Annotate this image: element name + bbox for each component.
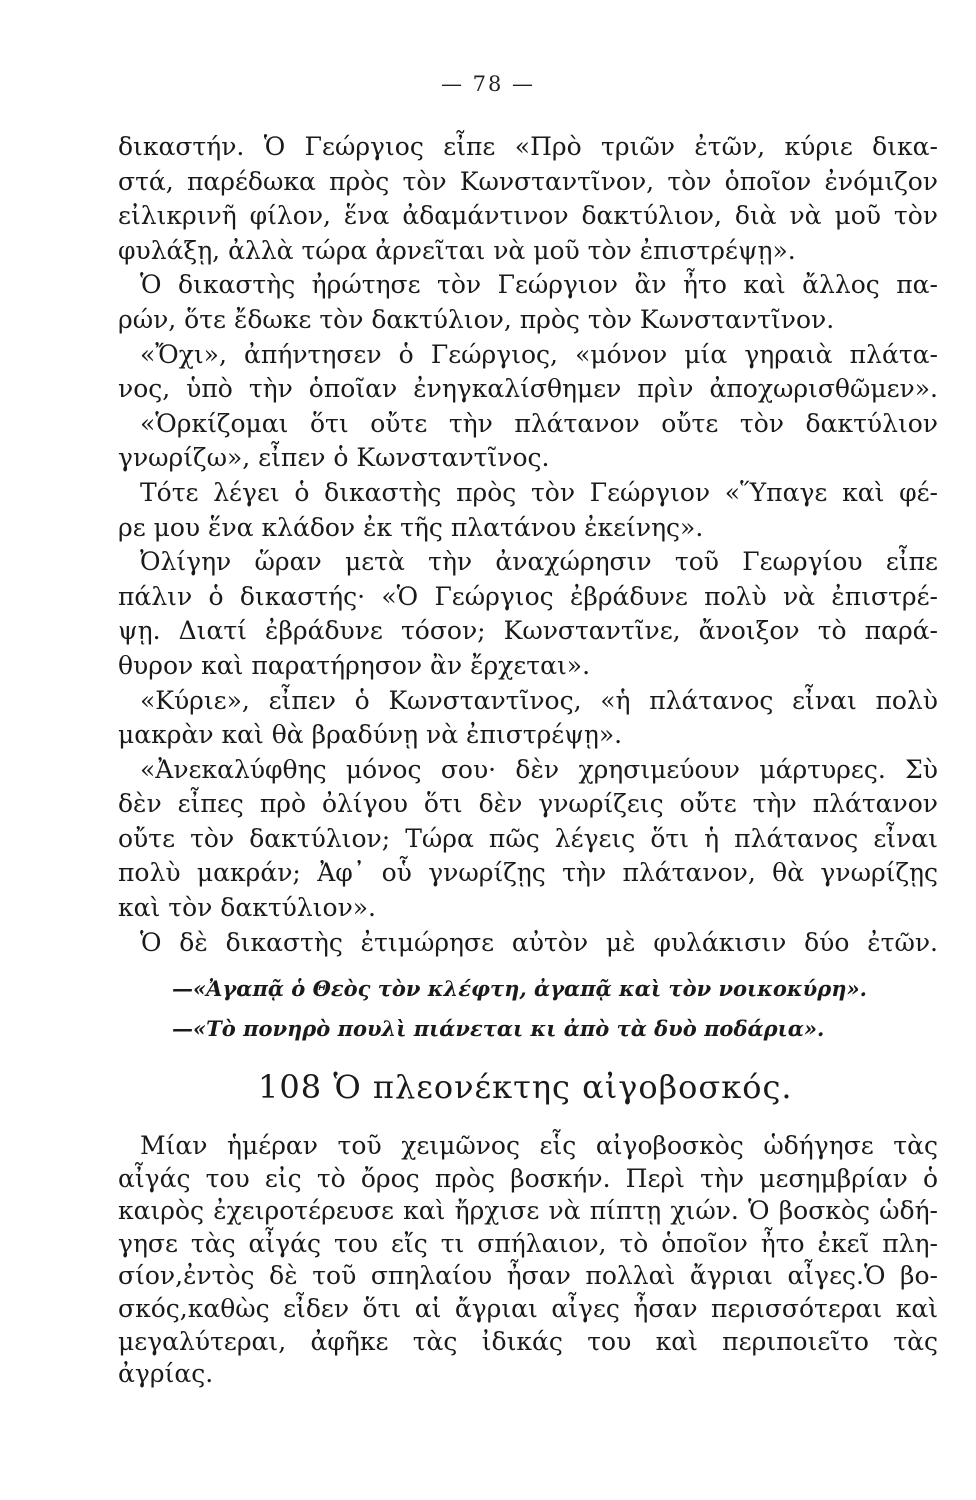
text-line: φυλάξῃ, ἀλλὰ τώρα ἀρνεῖται νὰ μοῦ τὸν ἐπιστρέψῃ». (118, 235, 796, 265)
text-line: σίον,ἐντὸς δὲ τοῦ σπηλαίου ἦσαν πολλαὶ ἄγριαι αἶγες.Ὁ βο- (118, 1261, 938, 1291)
text-line: στά, παρέδωκα πρὸς τὸν Κωνσταντῖνον, τὸν ὁποῖον ἐνόμιζον (118, 166, 938, 196)
text-line: «Ὄχι», ἀπήντησεν ὁ Γεώργιος, «μόνον μία γηραιὰ πλάτα- (140, 339, 938, 369)
text-line: «Ὁρκίζομαι ὅτι οὔτε τὴν πλάτανον οὔτε τὸν δακτύλιον (140, 408, 938, 438)
text-line: «Ἀνεκαλύφθης μόνος σου· δὲν χρησιμεύουν μάρτυρες. Σὺ (140, 754, 938, 784)
text-line: ἀγρίας. (118, 1359, 214, 1389)
text-line: πάλιν ὁ δικαστής· «Ὁ Γεώργιος ἐβράδυνε πολὺ νὰ ἐπιστρέ- (118, 581, 938, 611)
proverb-2 (172, 1016, 942, 1042)
text-line: «Κύριε», εἶπεν ὁ Κωνσταντῖνος, «ἡ πλάτανος εἶναι πολὺ (140, 685, 938, 715)
text-line: Τότε λέγει ὁ δικαστὴς πρὸς τὸν Γεώργιον «Ὕπαγε καὶ φέ- (140, 477, 938, 507)
text-line: ρε μου ἕνα κλάδον ἐκ τῆς πλατάνου ἐκείνης». (118, 512, 704, 542)
text-line: σκός,καθὼς εἶδεν ὅτι αἱ ἄγριαι αἶγες ἦσαν περισσότεραι καὶ (118, 1293, 938, 1323)
text-line: πολὺ μακράν; Ἀφ᾽ οὗ γνωρίζῃς τὴν πλάτανον, θὰ γνωρίζῃς (118, 858, 938, 888)
text-line: οὔτε τὸν δακτύλιον; Τώρα πῶς λέγεις ὅτι ἡ πλάτανος εἶναι (118, 823, 938, 853)
text-line: εἰλικρινῆ φίλον, ἕνα ἀδαμάντινον δακτύλιον, διὰ νὰ μοῦ τὸν (118, 201, 938, 231)
section-heading: 108 Ὁ πλεονέκτης αἰγοβοσκός. (258, 1068, 793, 1106)
text-line: μεγαλύτεραι, ἀφῆκε τὰς ἰδικάς του καὶ περιποιεῖτο τὰς (118, 1326, 938, 1356)
text-line: θυρον καὶ παρατήρησον ἂν ἔρχεται». (118, 650, 591, 680)
text-line: Ὀλίγην ὥραν μετὰ τὴν ἀναχώρησιν τοῦ Γεωργίου εἶπε (140, 547, 938, 577)
text-line: γησε τὰς αἶγάς του εἴς τι σπήλαιον, τὸ ὁποῖον ἦτο ἐκεῖ πλη- (118, 1228, 938, 1258)
text-line: Μίαν ἡμέραν τοῦ χειμῶνος εἷς αἰγοβοσκὸς ὡδήγησε τὰς (140, 1131, 938, 1160)
text-line: δὲν εἶπες πρὸ ὀλίγου ὅτι δὲν γνωρίζεις οὔτε τὴν πλάτανον (118, 789, 938, 819)
text-line: Ὁ δικαστὴς ἠρώτησε τὸν Γεώργιον ἂν ἦτο καὶ ἄλλος πα- (140, 270, 938, 300)
page-number: — 78 — (440, 72, 536, 96)
proverb-text: —«Τὸ πονηρὸ πουλὶ πιάνεται κι ἀπὸ τὰ δυὸ ποδάρια». (172, 1016, 825, 1041)
text-line: δικαστήν. Ὁ Γεώργιος εἶπε «Πρὸ τριῶν ἐτῶν, κύριε δικα- (118, 132, 938, 161)
story-judge-text (118, 130, 938, 960)
text-line: ψῃ. Διατί ἐβράδυνε τόσον; Κωνσταντῖνε, ἄνοιξον τὸ παρά- (118, 616, 938, 646)
text-line: ρών, ὅτε ἔδωκε τὸν δακτύλιον, πρὸς τὸν Κωνσταντῖνον. (118, 304, 835, 334)
proverb-text: —«Ἀγαπᾷ ὁ Θεὸς τὸν κλέφτη, ἀγαπᾷ καὶ τὸν νοικοκύρη». (172, 976, 867, 1001)
text-line: καιρὸς ἐχειροτέρευσε καὶ ἤρχισε νὰ πίπτῃ χιών. Ὁ βοσκὸς ὡδή- (118, 1196, 938, 1226)
text-line: μακρὰν καὶ θὰ βραδύνῃ νὰ ἐπιστρέψῃ». (118, 720, 623, 750)
proverb-1 (172, 976, 942, 1002)
text-line: νος, ὑπὸ τὴν ὁποῖαν ἐνηγκαλίσθημεν πρὶν ἀποχωρισθῶμεν». (118, 374, 938, 404)
story-goatherd-text (118, 1130, 938, 1391)
text-line: αἶγάς του εἰς τὸ ὄρος πρὸς βοσκήν. Περὶ τὴν μεσημβρίαν ὁ (118, 1163, 938, 1193)
text-line: γνωρίζω», εἶπεν ὁ Κωνσταντῖνος. (118, 443, 550, 473)
text-line: καὶ τὸν δακτύλιον». (118, 893, 377, 923)
text-line: Ὁ δὲ δικαστὴς ἐτιμώρησε αὐτὸν μὲ φυλάκισιν δύο ἐτῶν. (140, 927, 938, 957)
